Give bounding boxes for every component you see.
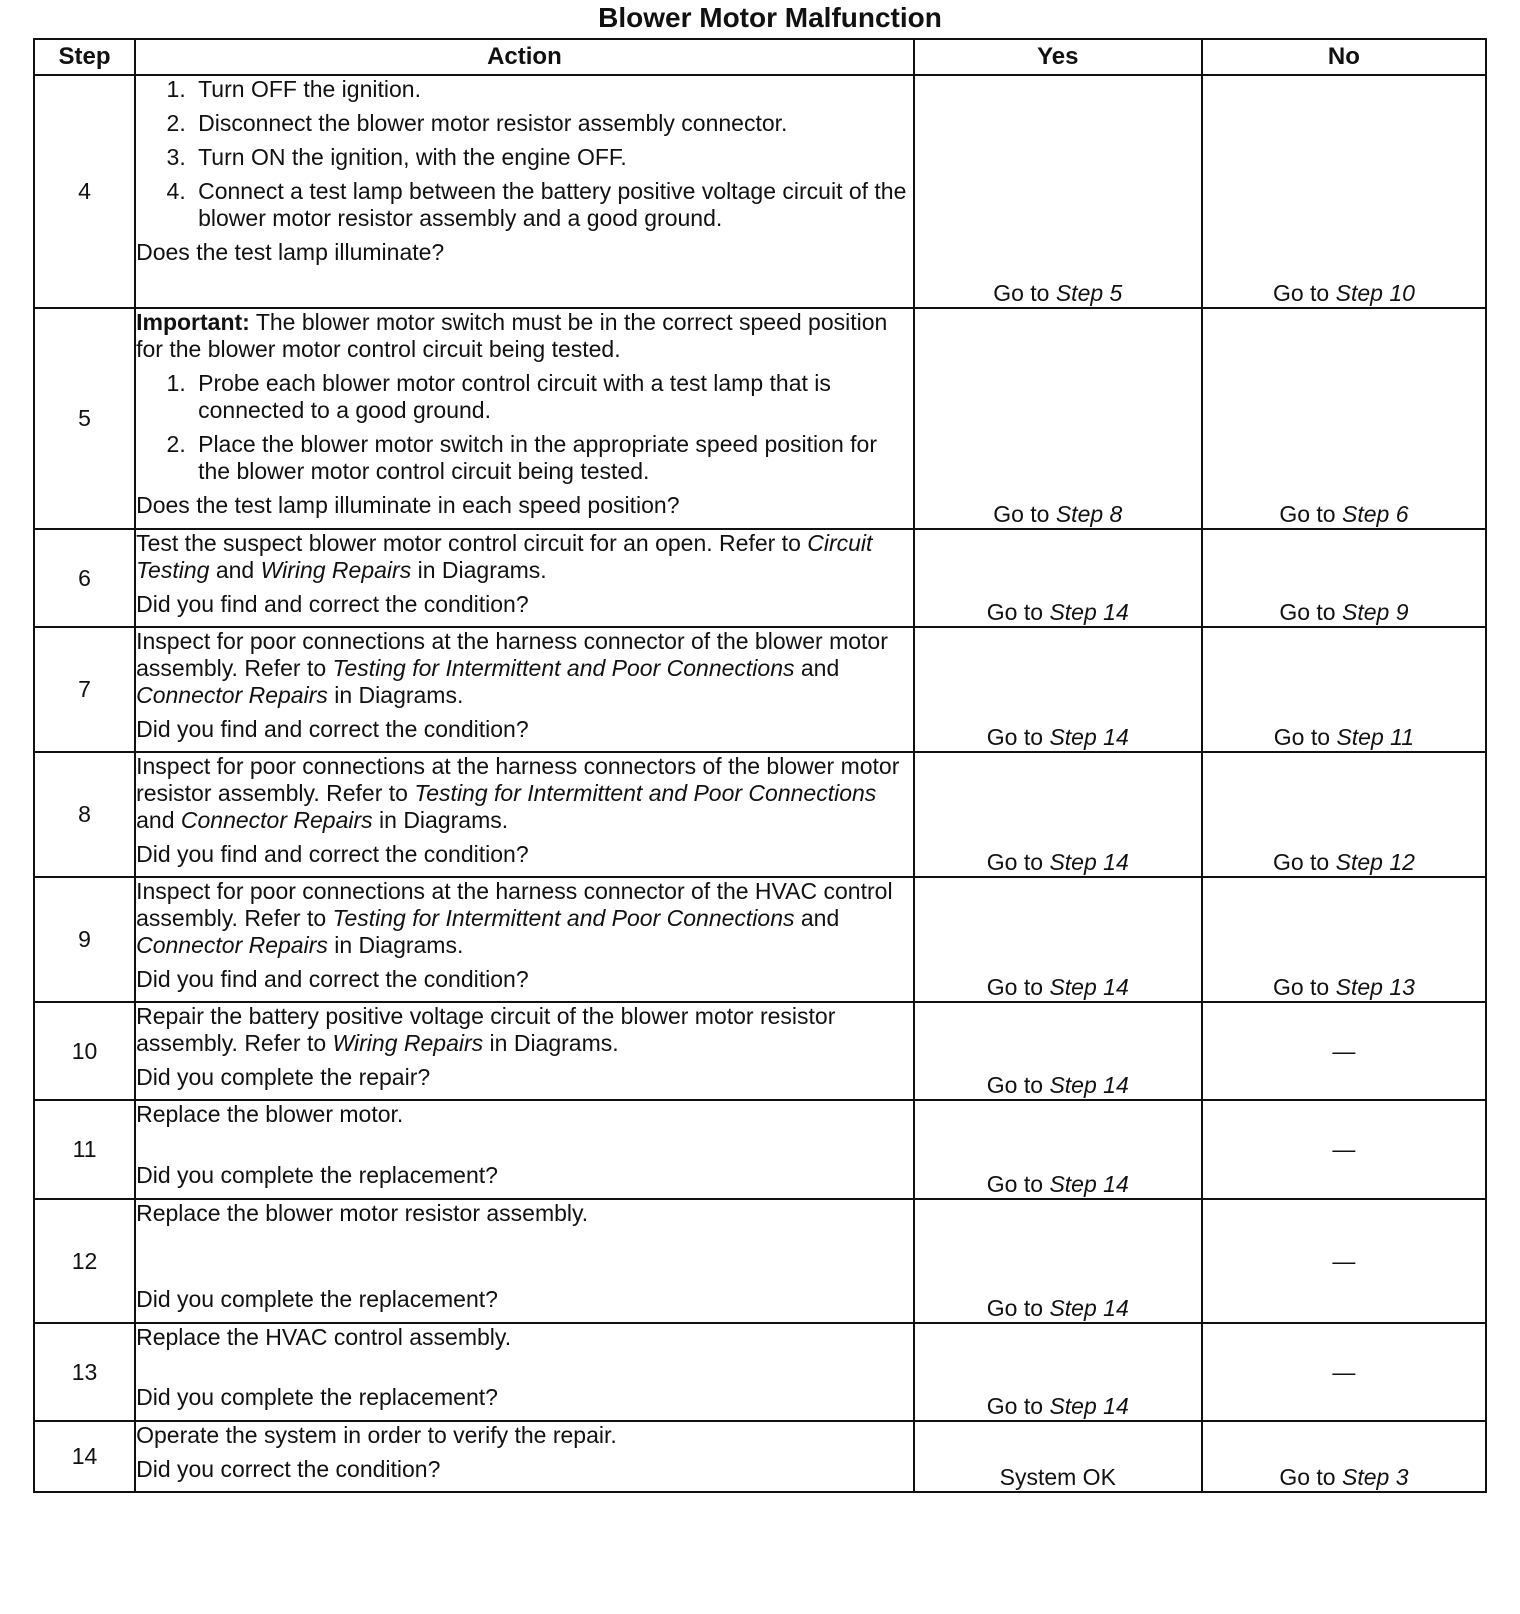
step-reference: Step 14 <box>1049 1393 1129 1419</box>
instruction-text <box>136 628 913 709</box>
header-no: No <box>1202 39 1486 75</box>
goto-label: Go to <box>986 849 1044 875</box>
reference-link: Testing for Intermittent and Poor Connections <box>332 905 795 931</box>
text-part: and <box>136 807 175 833</box>
step-reference: Step 10 <box>1335 280 1415 306</box>
table-row <box>34 1100 1486 1199</box>
table-row <box>34 1323 1486 1421</box>
header-action: Action <box>135 39 914 75</box>
important-label: Important: <box>136 309 250 335</box>
instruction-list <box>136 76 913 232</box>
instruction-text <box>136 878 913 959</box>
text-part: in Diagrams. <box>379 807 509 833</box>
action-cell <box>135 877 914 1002</box>
step-number: 6 <box>34 529 135 627</box>
reference-link: Connector Repairs <box>136 932 328 958</box>
goto-label: Go to <box>986 599 1044 625</box>
no-cell <box>1202 1421 1486 1492</box>
table-row <box>34 752 1486 877</box>
step-reference: Step 3 <box>1342 1464 1409 1490</box>
reference-link: Wiring Repairs <box>332 1030 484 1056</box>
step-reference: Step 14 <box>1049 599 1129 625</box>
no-cell: — <box>1202 1100 1486 1199</box>
reference-link: Circuit Testing <box>136 530 873 583</box>
table-row <box>34 877 1486 1002</box>
question: Did you complete the repair? <box>136 1064 431 1090</box>
list-item: 1. Turn OFF the ignition. <box>192 76 913 103</box>
no-cell <box>1202 627 1486 752</box>
step-reference: Step 11 <box>1336 724 1415 750</box>
reference-link: Testing for Intermittent and Poor Connections <box>332 655 795 681</box>
reference-link: Wiring Repairs <box>260 557 412 583</box>
list-item: 2. Place the blower motor switch in the appropriate speed position for the blower motor control circuit being tested. <box>192 431 913 485</box>
step-number: 11 <box>34 1100 135 1199</box>
step-reference: Step 14 <box>1049 1295 1129 1321</box>
no-cell <box>1202 752 1486 877</box>
page-title: Blower Motor Malfunction <box>598 2 942 33</box>
question: Did you complete the replacement? <box>136 1286 498 1312</box>
no-cell <box>1202 308 1486 529</box>
table-row <box>34 1199 1486 1323</box>
step-number: 7 <box>34 627 135 752</box>
yes-cell: System OK <box>914 1421 1202 1492</box>
goto-label: Go to <box>993 280 1050 306</box>
important-text: The blower motor switch must be in the correct speed position for the blower motor control circuit being tested. <box>136 309 888 362</box>
table-row <box>34 308 1486 529</box>
goto-label: Go to <box>1279 501 1336 527</box>
yes-cell <box>914 529 1202 627</box>
step-number: 4 <box>34 75 135 308</box>
yes-cell <box>914 877 1202 1002</box>
text-part: Inspect for poor connections at the harness connector of the HVAC control assembly. Refer to <box>136 878 893 931</box>
yes-cell <box>914 1002 1202 1100</box>
reference-link: Testing for Intermittent and Poor Connections <box>414 780 877 806</box>
no-cell: — <box>1202 1323 1486 1421</box>
step-reference: Step 14 <box>1049 1171 1129 1197</box>
goto-label: Go to <box>986 1072 1044 1098</box>
table-row <box>34 75 1486 308</box>
step-reference: Step 12 <box>1335 849 1415 875</box>
important-note <box>136 309 913 363</box>
instruction-text <box>136 1003 913 1057</box>
goto-label: Go to <box>1279 599 1336 625</box>
action-cell <box>135 75 914 308</box>
action-cell <box>135 1100 914 1199</box>
no-cell <box>1202 529 1486 627</box>
goto-label: Go to <box>986 1171 1044 1197</box>
question: Did you find and correct the condition? <box>136 966 529 992</box>
question: Did you correct the condition? <box>136 1456 441 1482</box>
table-row <box>34 529 1486 627</box>
step-number: 8 <box>34 752 135 877</box>
instruction-text: Replace the HVAC control assembly. <box>136 1324 512 1350</box>
text-part: and <box>215 557 255 583</box>
goto-label: Go to <box>986 974 1044 1000</box>
instruction-text <box>136 753 913 834</box>
no-cell <box>1202 75 1486 308</box>
question: Did you find and correct the condition? <box>136 591 529 617</box>
table-row <box>34 1421 1486 1492</box>
goto-label: Go to <box>986 1393 1044 1419</box>
text-part: in Diagrams. <box>489 1030 619 1056</box>
list-item: 4. Connect a test lamp between the battery positive voltage circuit of the blower motor resistor assembly and a good ground. <box>192 178 913 232</box>
goto-label: Go to <box>1272 280 1330 306</box>
step-reference: Step 14 <box>1049 849 1129 875</box>
question: Did you complete the replacement? <box>136 1162 498 1188</box>
step-reference: Step 6 <box>1342 501 1409 527</box>
text-part: Inspect for poor connections at the harness connectors of the blower motor resistor assembly. Refer to <box>136 753 900 806</box>
action-cell <box>135 1199 914 1323</box>
list-item: 2. Disconnect the blower motor resistor assembly connector. <box>192 110 913 137</box>
step-number: 14 <box>34 1421 135 1492</box>
step-reference: Step 13 <box>1335 974 1415 1000</box>
goto-label: Go to <box>986 724 1044 750</box>
no-cell: — <box>1202 1199 1486 1323</box>
step-number: 13 <box>34 1323 135 1421</box>
header-step: Step <box>34 39 135 75</box>
step-reference: Step 14 <box>1049 974 1129 1000</box>
text-part: Inspect for poor connections at the harness connector of the blower motor assembly. Refer to <box>136 628 888 681</box>
action-cell <box>135 627 914 752</box>
step-reference: Step 9 <box>1342 599 1409 625</box>
step-number: 5 <box>34 308 135 529</box>
table-row <box>34 1002 1486 1100</box>
text-part: in Diagrams. <box>334 682 464 708</box>
action-cell <box>135 308 914 529</box>
instruction-text <box>136 530 913 584</box>
list-item: 1. Probe each blower motor control circuit with a test lamp that is connected to a good ground. <box>192 370 913 424</box>
header-yes: Yes <box>914 39 1202 75</box>
question: Did you complete the replacement? <box>136 1384 498 1410</box>
step-reference: Step 14 <box>1049 1072 1129 1098</box>
yes-cell <box>914 308 1202 529</box>
text-part: Repair the battery positive voltage circuit of the blower motor resistor assembly. Refer to <box>136 1003 836 1056</box>
yes-cell <box>914 627 1202 752</box>
text-part: in Diagrams. <box>417 557 547 583</box>
action-cell <box>135 752 914 877</box>
text-part: in Diagrams. <box>334 932 464 958</box>
list-item: 3. Turn ON the ignition, with the engine OFF. <box>192 144 913 171</box>
step-number: 12 <box>34 1199 135 1323</box>
action-cell <box>135 1323 914 1421</box>
reference-link: Connector Repairs <box>136 682 328 708</box>
step-number: 9 <box>34 877 135 1002</box>
action-cell <box>135 1421 914 1492</box>
text-part: and <box>800 905 840 931</box>
step-reference: Step 5 <box>1055 280 1123 306</box>
goto-label: Go to <box>986 1295 1044 1321</box>
instruction-text: Operate the system in order to verify the repair. <box>136 1422 617 1448</box>
text-part: and <box>800 655 840 681</box>
goto-label: Go to <box>1279 1464 1336 1490</box>
question: Did you find and correct the condition? <box>136 716 529 742</box>
step-reference: Step 8 <box>1055 501 1123 527</box>
no-cell: — <box>1202 1002 1486 1100</box>
action-cell <box>135 529 914 627</box>
step-reference: Step 14 <box>1049 724 1129 750</box>
question: Did you find and correct the condition? <box>136 841 529 867</box>
yes-cell <box>914 1199 1202 1323</box>
yes-cell <box>914 1100 1202 1199</box>
yes-cell <box>914 75 1202 308</box>
goto-label: Go to <box>1272 849 1330 875</box>
instruction-text: Replace the blower motor. <box>136 1101 404 1127</box>
reference-link: Connector Repairs <box>180 807 373 833</box>
goto-label: Go to <box>1273 724 1331 750</box>
no-cell <box>1202 877 1486 1002</box>
question: Does the test lamp illuminate in each speed position? <box>136 492 680 518</box>
yes-cell <box>914 752 1202 877</box>
instruction-list <box>136 370 913 485</box>
goto-label: Go to <box>1272 974 1330 1000</box>
step-number: 10 <box>34 1002 135 1100</box>
diagnostic-table <box>33 38 1487 1493</box>
table-row <box>34 627 1486 752</box>
question: Does the test lamp illuminate? <box>136 239 445 265</box>
instruction-text: Replace the blower motor resistor assembly. <box>136 1200 589 1226</box>
action-cell <box>135 1002 914 1100</box>
header-row <box>34 39 1486 75</box>
text-part: Test the suspect blower motor control circuit for an open. Refer to <box>136 530 801 556</box>
yes-cell <box>914 1323 1202 1421</box>
goto-label: Go to <box>993 501 1050 527</box>
